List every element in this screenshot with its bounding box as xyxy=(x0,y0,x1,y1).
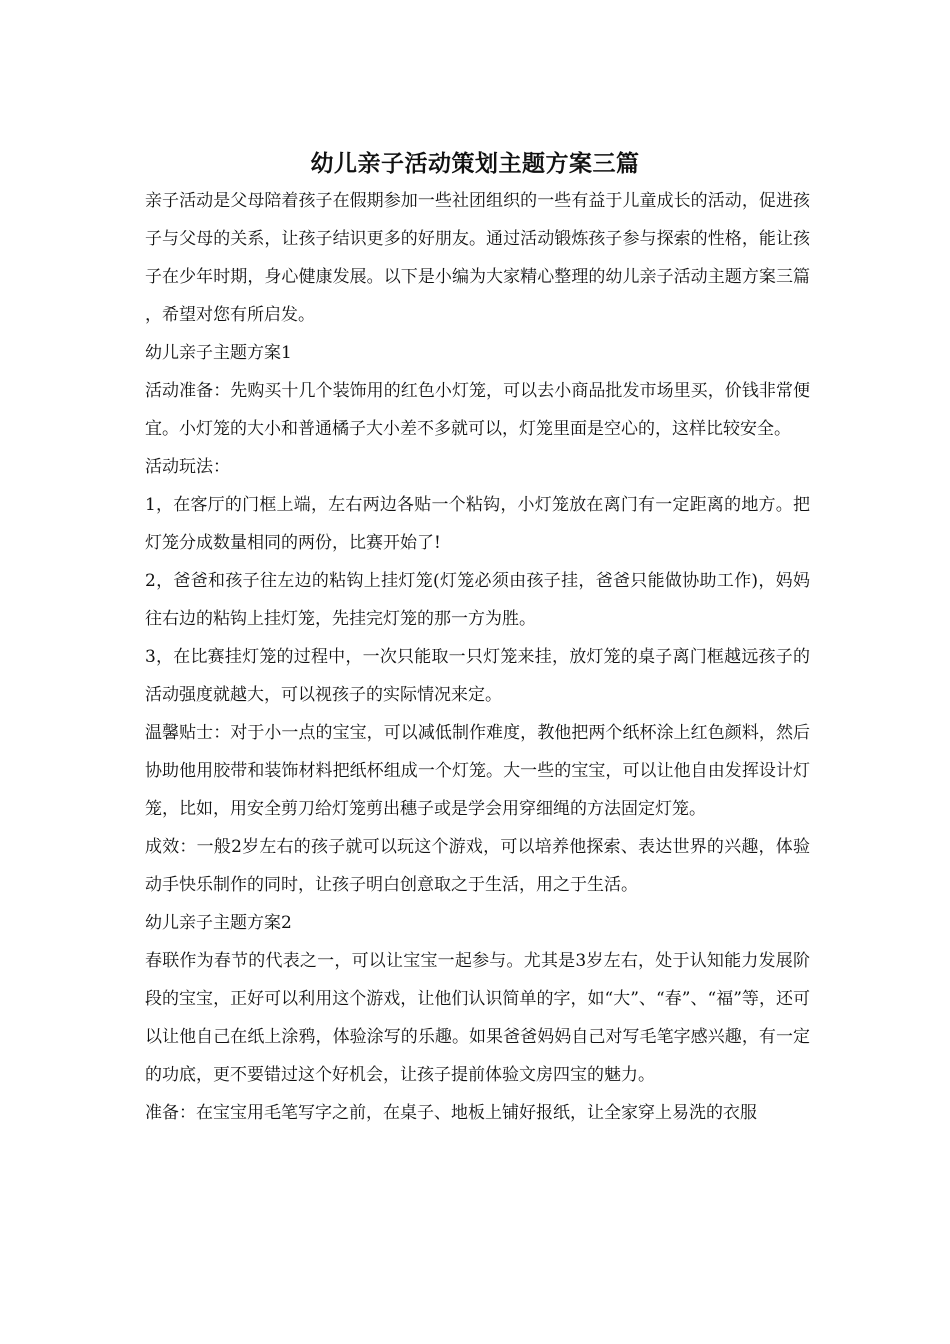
paragraph-step-3: 3，在比赛挂灯笼的过程中，一次只能取一只灯笼来挂，放灯笼的桌子离门框越远孩子的活动强度就越大，可以视孩子的实际情况来定。 xyxy=(145,647,810,705)
document-body xyxy=(145,182,810,1132)
paragraph-step-1: 1，在客厅的门框上端，左右两边各贴一个粘钩，小灯笼放在离门有一定距离的地方。把灯笼分成数量相同的两份，比赛开始了! xyxy=(145,495,810,553)
intro-paragraph: 亲子活动是父母陪着孩子在假期参加一些社团组织的一些有益于儿童成长的活动，促进孩子与父母的关系，让孩子结识更多的好朋友。通过活动锻炼孩子参与探索的性格，能让孩子在少年时期，身心健康发展。以下是小编为大家精心整理的幼儿亲子活动主题方案三篇，希望对您有所启发。 xyxy=(145,191,810,325)
paragraph-preparation: 活动准备：先购买十几个装饰用的红色小灯笼，可以去小商品批发市场里买，价钱非常便宜。小灯笼的大小和普通橘子大小差不多就可以，灯笼里面是空心的，这样比较安全。 xyxy=(145,381,810,439)
paragraph-results: 成效：一般2岁左右的孩子就可以玩这个游戏，可以培养他探索、表达世界的兴趣，体验动手快乐制作的同时，让孩子明白创意取之于生活，用之于生活。 xyxy=(145,837,810,895)
section-heading-plan-1: 幼儿亲子主题方案1 xyxy=(145,343,292,363)
section-heading-plan-2: 幼儿亲子主题方案2 xyxy=(145,913,292,933)
paragraph-spring-couplets: 春联作为春节的代表之一，可以让宝宝一起参与。尤其是3岁左右，处于认知能力发展阶段的宝宝，正好可以利用这个游戏，让他们认识简单的字，如“大”、“春”、“福”等，还可以让他自己在纸上涂鸦，体验涂写的乐趣。如果爸爸妈妈自己对写毛笔字感兴趣，有一定的功底，更不要错过这个好机会，让孩子提前体验文房四宝的魅力。 xyxy=(145,951,810,1085)
paragraph-preparation-2: 准备：在宝宝用毛笔写字之前，在桌子、地板上铺好报纸，让全家穿上易洗的衣服 xyxy=(145,1103,757,1123)
paragraph-tips: 温馨贴士：对于小一点的宝宝，可以减低制作难度，教他把两个纸杯涂上红色颜料，然后协助他用胶带和装饰材料把纸杯组成一个灯笼。大一些的宝宝，可以让他自由发挥设计灯笼，比如，用安全剪刀给灯笼剪出穗子或是学会用穿细绳的方法固定灯笼。 xyxy=(145,723,810,819)
paragraph-gameplay-label: 活动玩法： xyxy=(145,457,230,477)
paragraph-step-2: 2，爸爸和孩子往左边的粘钩上挂灯笼(灯笼必须由孩子挂，爸爸只能做协助工作)，妈妈往右边的粘钩上挂灯笼，先挂完灯笼的那一方为胜。 xyxy=(145,571,810,629)
document-title: 幼儿亲子活动策划主题方案三篇 xyxy=(310,150,640,178)
